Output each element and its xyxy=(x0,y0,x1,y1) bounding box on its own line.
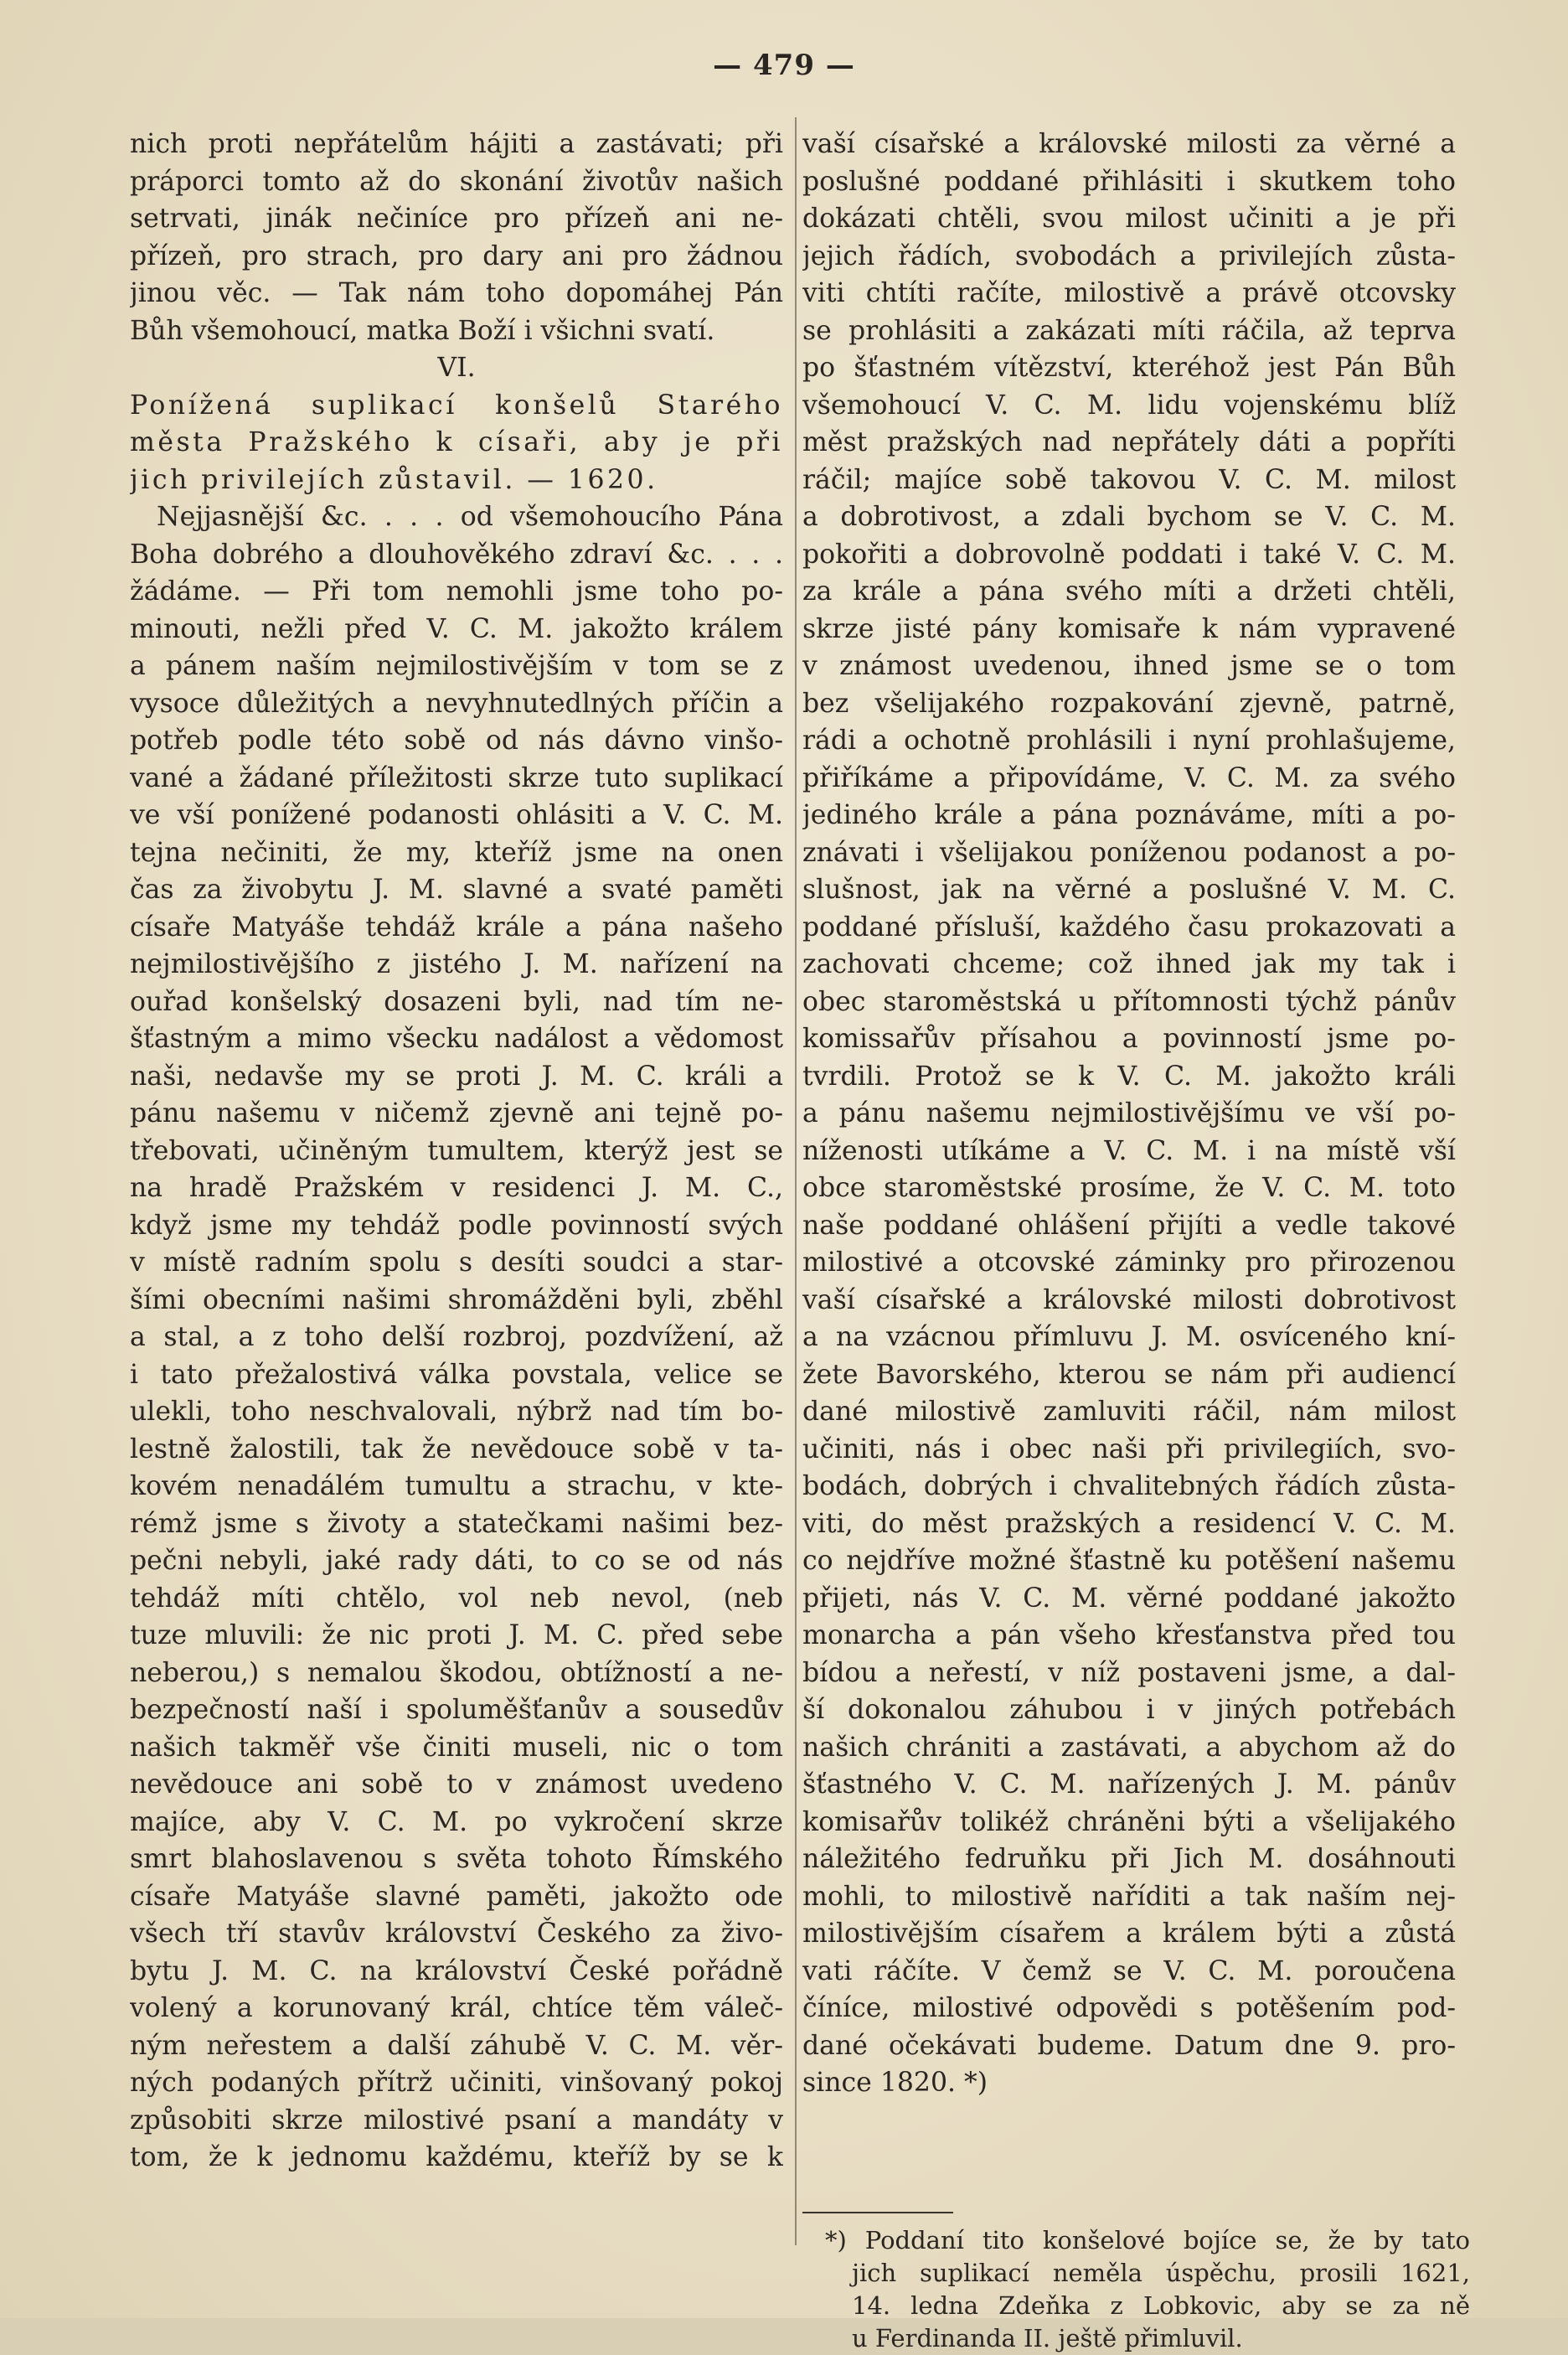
text-line: Bůh všemohoucí, matka Boží i všichni svatí. xyxy=(130,315,715,346)
text-line: tehdáž míti chtělo, vol neb nevol, (neb xyxy=(130,1583,783,1614)
footnote-line: u Ferdinanda II. ještě přimluvil. xyxy=(852,2324,1243,2352)
text-line: císaře Matyáše slavné paměti, jakožto ode xyxy=(130,1881,783,1912)
text-line: since 1820. *) xyxy=(802,2068,988,2098)
text-line: naši, nedavše my se proti J. M. C. králi a xyxy=(130,1061,783,1092)
text-line: poddané přísluší, každého času prokazovati a xyxy=(802,912,1456,943)
text-line: nich proti nepřátelům hájiti a zastávati; při xyxy=(130,129,783,159)
text-line: na hradě Pražském v residenci J. M. C., xyxy=(130,1173,783,1203)
text-line: třebovati, učiněným tumultem, kterýž jest se xyxy=(130,1135,783,1166)
text-line: v známost uvedenou, ihned jsme se o tom xyxy=(802,651,1456,681)
text-line: smrt blahoslavenou s světa tohoto Římského xyxy=(130,1844,783,1874)
left-column xyxy=(130,126,783,2177)
text-line: pánu našemu v ničemž zjevně ani tejně po- xyxy=(130,1098,783,1128)
text-line: šími obecními našimi shromážděni byli, zběhl xyxy=(130,1284,783,1315)
text-line: komisařův tolikéž chráněni býti a všelijakého xyxy=(802,1806,1456,1837)
text-line: Nejjasnější &c. . . . od všemohoucího Pána xyxy=(157,502,783,532)
text-line: a pánem naším nejmilostivějším v tom se z xyxy=(130,651,783,681)
text-line: skrze jisté pány komisaře k nám vypravené xyxy=(802,613,1456,644)
text-line: obce staroměstské prosíme, že V. C. M. toto xyxy=(802,1173,1456,1203)
text-line: rádi a ochotně prohlásili i nyní prohlašujeme, xyxy=(802,726,1456,756)
text-line: dané milostivě zamluviti ráčil, nám milost xyxy=(802,1397,1456,1427)
text-line: jinou věc. — Tak nám toho dopomáhej Pán xyxy=(130,278,783,308)
text-line: žete Bavorského, kterou se nám při audiencí xyxy=(802,1359,1456,1390)
footnote xyxy=(825,2224,1470,2355)
text-line: VI. xyxy=(437,353,476,383)
text-line: přiříkáme a připovídáme, V. C. M. za svého xyxy=(802,762,1456,793)
text-line: jejich řádích, svobodách a privilejích zůsta- xyxy=(802,240,1456,271)
text-line: města Pražského k císaři, aby je při xyxy=(130,427,783,457)
text-line: jediného krále a pána poznáváme, míti a po- xyxy=(802,800,1456,830)
text-line: ných podaných přítrž učiniti, vinšovaný pokoj xyxy=(130,2068,783,2098)
text-line: ouřad konšelský dosazeni byli, nad tím ne- xyxy=(130,986,783,1017)
text-line: bodách, dobrých i chvalitebných řádích zůsta- xyxy=(802,1471,1456,1501)
text-line: pečni nebyli, jaké rady dáti, to co se od nás xyxy=(130,1546,783,1576)
text-line: všemohoucí V. C. M. lidu vojenskému blíž xyxy=(802,390,1456,421)
text-line: tuze mluvili: že nic proti J. M. C. před sebe xyxy=(130,1620,783,1650)
text-line: ulekli, toho neschvalovali, nýbrž nad tím bo- xyxy=(130,1397,783,1427)
text-line: číníce, milostivé odpovědi s potěšením pod- xyxy=(802,1993,1456,2023)
footnote-line: *) Poddaní tito konšelové bojíce se, že by tato xyxy=(825,2226,1470,2254)
text-line: tejna nečiniti, že my, kteříž jsme na onen xyxy=(130,837,783,868)
text-line: přízeň, pro strach, pro dary ani pro žádnou xyxy=(130,240,783,271)
text-line: čas za živobytu J. M. slavné a svaté paměti xyxy=(130,875,783,905)
text-line: když jsme my tehdáž podle povinností svých xyxy=(130,1210,783,1241)
text-line: našich chrániti a zastávati, a abychom až do xyxy=(802,1732,1456,1763)
text-line: dokázati chtěli, svou milost učiniti a je při xyxy=(802,204,1456,234)
text-line: bezpečností naší i spoluměšťanův a sousedův xyxy=(130,1695,783,1725)
text-line: potřeb podle této sobě od nás dávno vinšo- xyxy=(130,726,783,756)
column-divider xyxy=(795,117,797,2245)
text-line: i tato přežalostivá válka povstala, velice se xyxy=(130,1359,783,1390)
text-line: bez všelijakého rozpakování zjevně, patrně, xyxy=(802,688,1456,719)
right-column xyxy=(802,126,1456,2102)
text-line: způsobiti skrze milostivé psaní a mandáty v xyxy=(130,2105,783,2136)
text-line: obec staroměstská u přítomnosti týchž pánův xyxy=(802,986,1456,1017)
text-line: a dobrotivost, a zdali bychom se V. C. M. xyxy=(802,502,1456,532)
text-line: bytu J. M. C. na království České pořádně xyxy=(130,1955,783,1986)
text-line: vaší císařské a královské milosti za věrné a xyxy=(802,129,1456,159)
text-line: práporci tomto až do skonání životův našich xyxy=(130,166,783,197)
text-line: vysoce důležitých a nevyhnutedlných příčin a xyxy=(130,688,783,719)
text-line: majíce, aby V. C. M. po vykročení skrze xyxy=(130,1806,783,1837)
text-line: monarcha a pán všeho křesťanstva před tou xyxy=(802,1620,1456,1650)
text-line: znávati i všelijakou poníženou podanost a po- xyxy=(802,837,1456,868)
text-line: císaře Matyáše tehdáž krále a pána našeho xyxy=(130,912,783,943)
text-line: neberou,) s nemalou škodou, obtížností a ne- xyxy=(130,1657,783,1688)
text-line: vati ráčíte. V čemž se V. C. M. poroučena xyxy=(802,1955,1456,1986)
text-line: rémž jsme s životy a statečkami našimi bez- xyxy=(130,1508,783,1539)
text-line: se prohlásiti a zakázati míti ráčila, až teprva xyxy=(802,315,1456,346)
text-line: lestně žalostili, tak že nevědouce sobě v ta- xyxy=(130,1433,783,1464)
text-line: ve vší ponížené podanosti ohlásiti a V. C. M. xyxy=(130,800,783,830)
text-line: milostivé a otcovské záminky pro přirozenou xyxy=(802,1247,1456,1278)
text-line: naše poddané ohlášení přijíti a vedle takové xyxy=(802,1210,1456,1241)
text-line: učiniti, nás i obec naši při privilegiích, svo- xyxy=(802,1433,1456,1464)
text-line: komissařův přísahou a povinností jsme po- xyxy=(802,1024,1456,1054)
text-line: slušnost, jak na věrné a poslušné V. M. C. xyxy=(802,875,1456,905)
footnote-rule xyxy=(802,2212,953,2213)
text-line: ší dokonalou záhubou i v jiných potřebách xyxy=(802,1695,1456,1725)
text-line: milostivějším císařem a králem býti a zůstá xyxy=(802,1919,1456,1949)
text-line: setrvati, jinák nečiníce pro přízeň ani ne- xyxy=(130,204,783,234)
text-line: nevědouce ani sobě to v známost uvedeno xyxy=(130,1769,783,1800)
text-line: šťastným a mimo všecku nadálost a vědomost xyxy=(130,1024,783,1054)
text-line: jich privilejích zůstavil. — 1620. xyxy=(130,464,658,495)
text-line: vaší císařské a královské milosti dobrotivost xyxy=(802,1284,1456,1315)
text-line: tom, že k jednomu každému, kteříž by se k xyxy=(130,2142,783,2172)
text-line: mohli, to milostivě naříditi a tak naším nej- xyxy=(802,1881,1456,1912)
text-line: minouti, nežli před V. C. M. jakožto králem xyxy=(130,613,783,644)
text-line: přijeti, nás V. C. M. věrné poddané jakožto xyxy=(802,1583,1456,1614)
text-line: a pánu našemu nejmilostivějšímu ve vší po- xyxy=(802,1098,1456,1128)
text-line: za krále a pána svého míti a držeti chtěli, xyxy=(802,576,1456,607)
text-line: měst pražských nad nepřátely dáti a popříti xyxy=(802,427,1456,457)
text-line: pokořiti a dobrovolně poddati i také V. C. M. xyxy=(802,539,1456,570)
text-line: žádáme. — Při tom nemohli jsme toho po- xyxy=(130,576,783,607)
text-line: tvrdili. Protož se k V. C. M. jakožto králi xyxy=(802,1061,1456,1092)
text-line: kovém nenadálém tumultu a strachu, v kte- xyxy=(130,1471,783,1501)
text-line: viti chtíti račíte, milostivě a právě otcovsky xyxy=(802,278,1456,308)
text-line: po šťastném vítězství, kteréhož jest Pán Bůh xyxy=(802,353,1456,383)
text-line: a na vzácnou přímluvu J. M. osvíceného kní- xyxy=(802,1322,1456,1352)
text-line: ráčil; majíce sobě takovou V. C. M. milost xyxy=(802,464,1456,495)
text-line: dané očekávati budeme. Datum dne 9. pro- xyxy=(802,2030,1456,2061)
text-line: volený a korunovaný král, chtíce těm váleč- xyxy=(130,1993,783,2023)
text-line: a stal, a z toho delší rozbroj, pozdvížení, až xyxy=(130,1322,783,1352)
text-line: níženosti utíkáme a V. C. M. i na místě vší xyxy=(802,1135,1456,1166)
text-line: bídou a neřestí, v níž postaveni jsme, a dal- xyxy=(802,1657,1456,1688)
text-line: šťastného V. C. M. nařízených J. M. pánův xyxy=(802,1769,1456,1800)
text-line: poslušné poddané přihlásiti i skutkem toho xyxy=(802,166,1456,197)
text-line: našich takměř vše činiti museli, nic o tom xyxy=(130,1732,783,1763)
text-line: Boha dobrého a dlouhověkého zdraví &c. . . . xyxy=(130,539,783,570)
text-line: viti, do měst pražských a residencí V. C. M. xyxy=(802,1508,1456,1539)
text-line: zachovati chceme; což ihned jak my tak i xyxy=(802,949,1456,979)
footnote-line: 14. ledna Zdeňka z Lobkovic, aby se za ně xyxy=(852,2291,1470,2320)
text-line: náležitého fedruňku při Jich M. dosáhnouti xyxy=(802,1844,1456,1874)
text-line: co nejdříve možné šťastně ku potěšení našemu xyxy=(802,1546,1456,1576)
text-line: všech tří stavův království Českého za živo- xyxy=(130,1919,783,1949)
text-line: ným neřestem a další záhubě V. C. M. věr- xyxy=(130,2030,783,2061)
text-line: nejmilostivějšího z jistého J. M. nařízení na xyxy=(130,949,783,979)
text-line: Ponížená suplikací konšelů Starého xyxy=(130,390,783,421)
footnote-line: jich suplikací neměla úspěchu, prosili 1621, xyxy=(852,2259,1470,2287)
text-line: v místě radním spolu s desíti soudci a star- xyxy=(130,1247,783,1278)
text-line: vané a žádané příležitosti skrze tuto suplikací xyxy=(130,762,783,793)
page-number: — 479 — xyxy=(713,49,855,82)
